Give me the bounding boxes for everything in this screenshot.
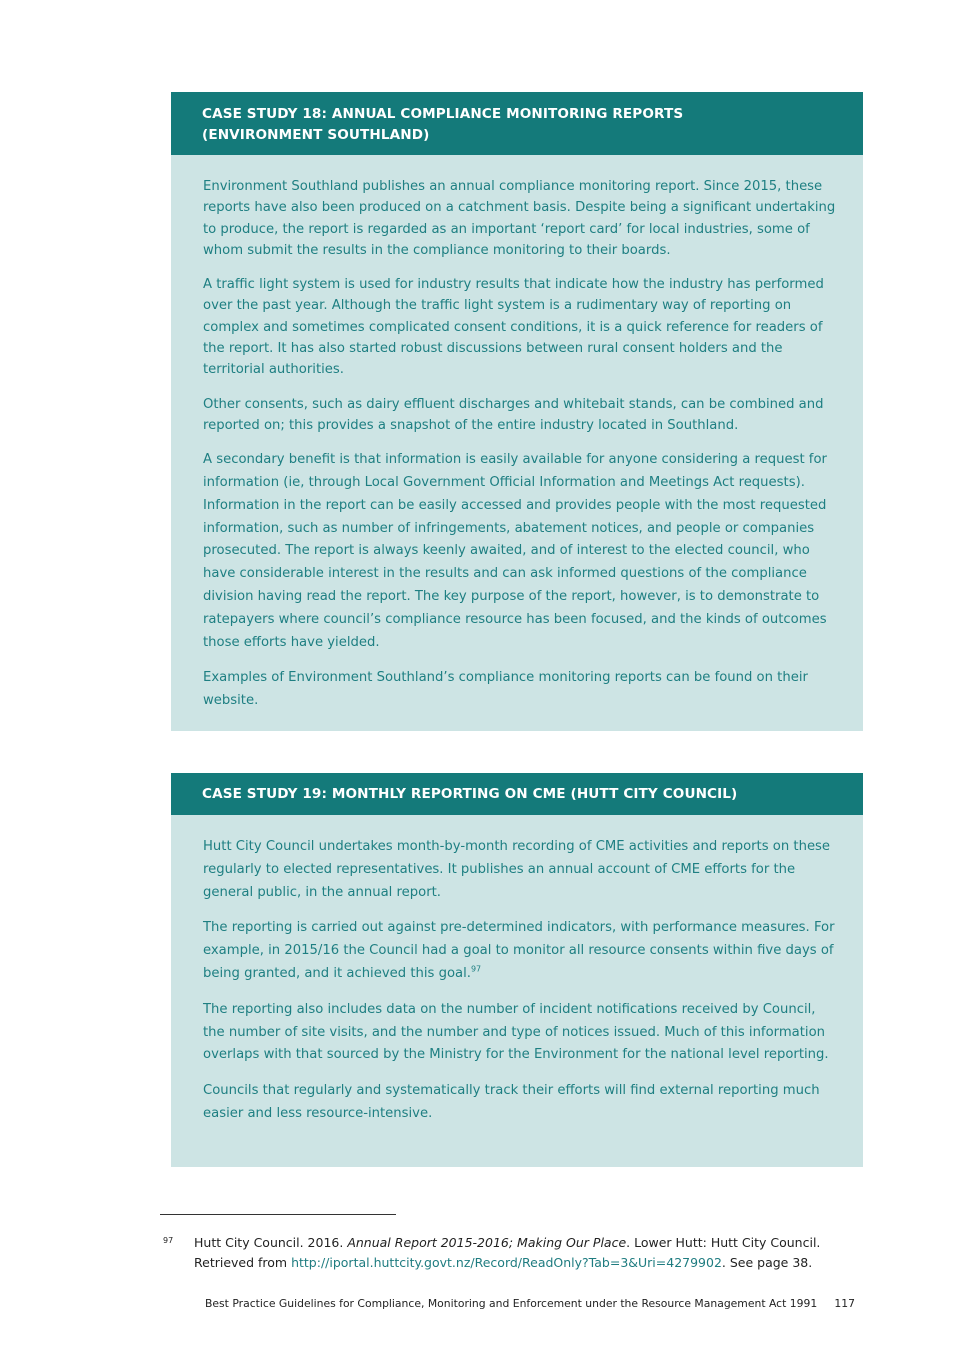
footnote-separator bbox=[160, 1214, 396, 1215]
case-study-19-paragraph bbox=[203, 917, 837, 985]
case-study-18-paragraph: Environment Southland publishes an annual compliance monitoring report. Since 2015, these reports have also been produced on a catchment basis. Despite being a significant undertaking to produce, the report is regarded as an important ‘report card’ for local industries, some of whom submit the results in the compliance monitoring to their boards. bbox=[203, 179, 836, 258]
footnote-publisher: . Lower Hutt: Hutt City Council. bbox=[626, 1235, 821, 1250]
case-study-19-box bbox=[171, 773, 863, 1167]
footnote bbox=[160, 1233, 860, 1273]
case-study-18-box bbox=[171, 92, 863, 731]
footer-document-title: Best Practice Guidelines for Compliance, Monitoring and Enforcement under the Resource Management Act 1991 bbox=[205, 1297, 818, 1310]
case-study-19-header bbox=[171, 773, 863, 815]
footnote-number: 97 bbox=[163, 1236, 174, 1245]
case-study-18-paragraph: Other consents, such as dairy effluent discharges and whitebait stands, can be combined and reported on; this provides a snapshot of the entire industry located in Southland. bbox=[203, 396, 824, 433]
page-footer bbox=[205, 1297, 855, 1310]
case-study-18-header bbox=[171, 92, 863, 155]
footnote-report-title: Annual Report 2015-2016; Making Our Place bbox=[347, 1235, 627, 1250]
case-study-19-title: CASE STUDY 19: MONTHLY REPORTING ON CME (HUTT CITY COUNCIL) bbox=[202, 786, 738, 802]
page-number: 117 bbox=[834, 1297, 855, 1310]
case-study-18-paragraph: A traffic light system is used for industry results that indicate how the industry has performed over the past year. Although the traffic light system is a rudimentary way of reporting on complex and sometimes complicated consent conditions, it is a quick reference for readers of the report. It has also started robust discussions between rural consent holders and the territorial authorities. bbox=[203, 277, 824, 378]
footnote-see-page: . See page 38. bbox=[721, 1255, 813, 1270]
case-study-18-paragraph: Examples of Environment Southland’s compliance monitoring reports can be found on their website. bbox=[203, 670, 808, 709]
case-study-18-title-line2: (ENVIRONMENT SOUTHLAND) bbox=[202, 127, 430, 143]
case-study-19-paragraph: Councils that regularly and systematically track their efforts will find external reporting much easier and less resource-intensive. bbox=[203, 1083, 820, 1121]
footnote-text bbox=[194, 1233, 860, 1273]
footnote-retrieved: Retrieved from bbox=[194, 1255, 292, 1270]
footnote-citation: Hutt City Council. 2016. bbox=[194, 1235, 348, 1250]
case-study-18-title-line1: CASE STUDY 18: ANNUAL COMPLIANCE MONITORING REPORTS bbox=[202, 106, 684, 122]
case-study-18-body bbox=[171, 155, 863, 713]
case-study-19-paragraph-text: The reporting is carried out against pre-determined indicators, with performance measures. For example, in 2015/16 the Council had a goal to monitor all resource consents within five days of being granted, and it achieved this goal. bbox=[203, 920, 835, 981]
case-study-19-body bbox=[171, 815, 863, 1126]
case-study-19-paragraph: Hutt City Council undertakes month-by-month recording of CME activities and reports on these regularly to elected representatives. It publishes an annual account of CME efforts for the general public, in the annual report. bbox=[203, 839, 831, 900]
footnote-url-link[interactable]: http://iportal.huttcity.govt.nz/Record/ReadOnly?Tab=3&Uri=4279902 bbox=[291, 1255, 722, 1270]
case-study-19-paragraph: The reporting also includes data on the number of incident notifications received by Council, the number of site visits, and the number and type of notices issued. Much of this information overlaps with that sourced by the Ministry for the Environment for the national level reporting. bbox=[203, 1001, 829, 1063]
case-study-18-paragraph: A secondary benefit is that information is easily available for anyone considering a request for information (ie, through Local Government Official Information and Meetings Act requests). Information in the report can be easily accessed and provides people with the most requested information, such as number of infringements, abatement notices, and people or companies prosecuted. The report is always keenly awaited, and of interest to the elected council, who have considerable interest in the results and can ask informed questions of the compliance division having read the report. The key purpose of the report, however, is to demonstrate to ratepayers where council’s compliance resource has been focused, and the kinds of outcomes those efforts have yielded. bbox=[203, 452, 827, 650]
footnote-reference[interactable]: 97 bbox=[470, 964, 482, 974]
